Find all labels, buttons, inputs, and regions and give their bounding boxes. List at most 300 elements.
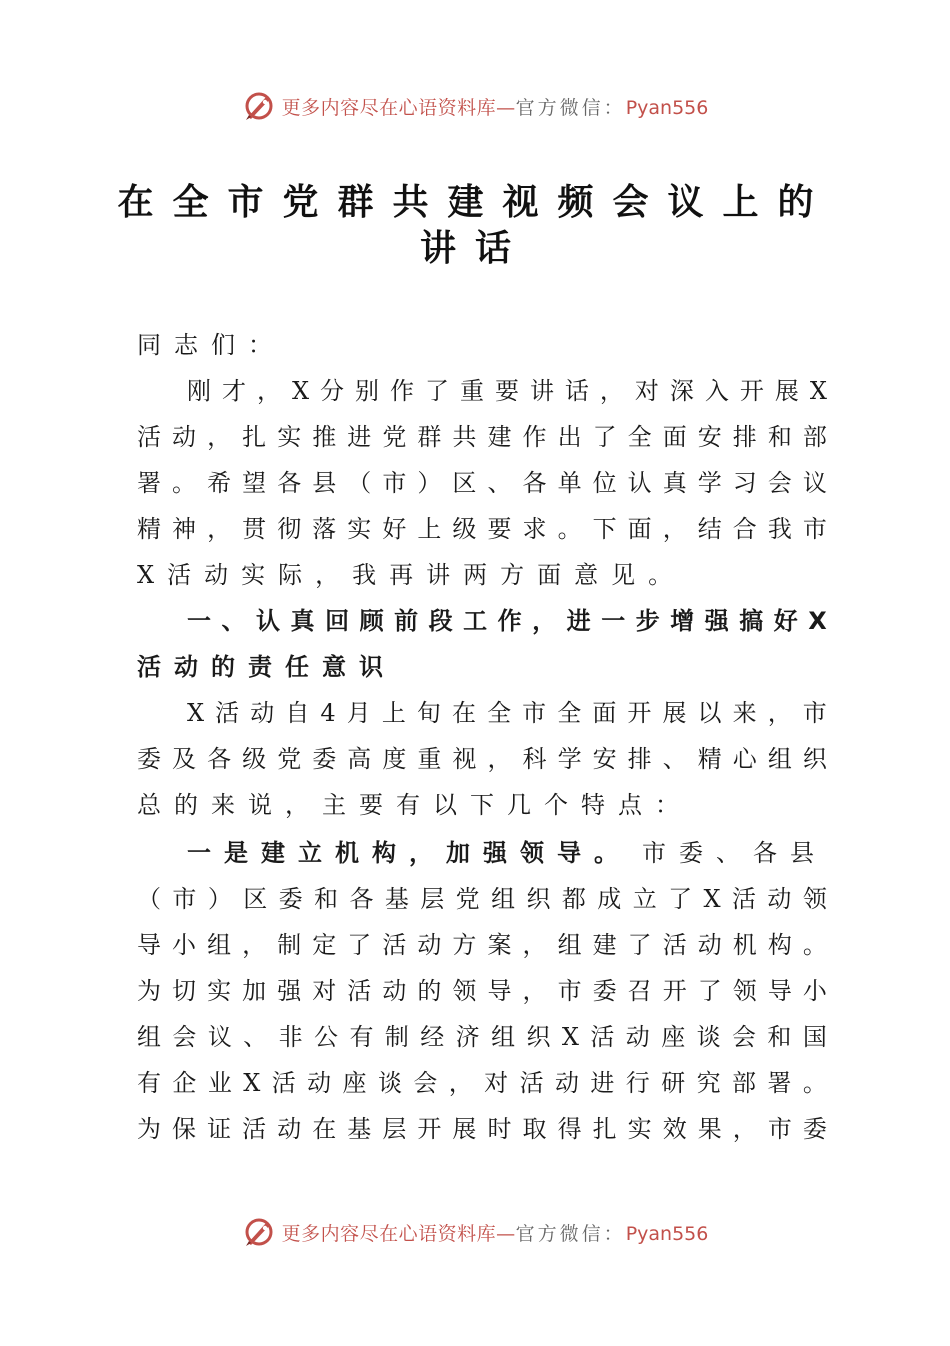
- text-line: [187, 368, 827, 414]
- glyph: 月: [346, 699, 371, 727]
- watermark-red-text: 更多内容尽在心语资料库: [281, 1222, 497, 1245]
- glyph: 全: [487, 699, 512, 727]
- glyph: X: [808, 607, 827, 635]
- text-line: [137, 1060, 827, 1106]
- glyph: ，: [487, 745, 512, 773]
- glyph: 加: [242, 977, 267, 1005]
- paragraph-line: [137, 1060, 827, 1106]
- glyph: 安: [592, 745, 617, 773]
- glyph: 顾: [359, 607, 384, 635]
- glyph: 推: [312, 423, 337, 451]
- glyph: 在: [452, 699, 476, 727]
- glyph: 进: [566, 607, 591, 635]
- glyph: 织: [526, 885, 551, 913]
- glyph: 党: [455, 885, 480, 913]
- glyph: 召: [627, 977, 652, 1005]
- glyph: 组: [491, 885, 516, 913]
- glyph: 各: [522, 469, 547, 497]
- glyph: 了: [627, 931, 652, 959]
- paragraph-line: [137, 552, 827, 598]
- glyph: 心: [732, 745, 757, 773]
- glyph: 成: [597, 885, 622, 913]
- glyph: 织: [526, 1023, 551, 1051]
- glyph: 动: [307, 1069, 332, 1097]
- greeting-text: 同志们：: [137, 331, 285, 359]
- glyph: 认: [627, 469, 652, 497]
- glyph: 了: [347, 931, 372, 959]
- glyph: 精: [697, 745, 722, 773]
- glyph: 进: [590, 1069, 615, 1097]
- glyph: 委: [312, 745, 337, 773]
- glyph: 署: [137, 469, 161, 497]
- glyph: 开: [627, 699, 652, 727]
- glyph: ，: [207, 423, 232, 451]
- glyph: 取: [522, 1115, 547, 1143]
- glyph: ，: [207, 515, 232, 543]
- glyph: 果: [697, 1115, 722, 1143]
- section-heading: [187, 598, 827, 644]
- glyph: 精: [137, 515, 161, 543]
- glyph: 自: [285, 699, 310, 727]
- glyph: 市: [382, 469, 407, 497]
- glyph: 求: [522, 515, 547, 543]
- glyph: 保: [172, 1115, 197, 1143]
- paragraph-line: [137, 968, 827, 1014]
- paragraph-line: [187, 690, 827, 736]
- glyph: 学: [557, 745, 582, 773]
- glyph: 全: [557, 699, 582, 727]
- glyph: 群: [417, 423, 442, 451]
- glyph: 织: [802, 745, 827, 773]
- footer-watermark: [0, 1212, 950, 1252]
- glyph: X: [561, 1023, 579, 1051]
- glyph: 研: [661, 1069, 686, 1097]
- text-line: [137, 922, 827, 968]
- glyph: 组: [767, 745, 792, 773]
- glyph: 彻: [277, 515, 302, 543]
- glyph: 动: [382, 977, 407, 1005]
- glyph: 学: [697, 469, 722, 497]
- glyph: 活: [382, 931, 407, 959]
- glyph: 活: [732, 885, 756, 913]
- glyph: 实: [347, 515, 372, 543]
- glyph: ）: [417, 469, 442, 497]
- glyph: 重: [417, 745, 442, 773]
- watermark-id: Pyan556: [625, 1222, 709, 1245]
- glyph: 了: [668, 885, 693, 913]
- glyph: 得: [557, 1115, 582, 1143]
- glyph: 进: [347, 423, 372, 451]
- glyph: ）: [207, 885, 232, 913]
- glyph: X: [291, 377, 310, 405]
- glyph: 出: [557, 423, 582, 451]
- glyph: 定: [312, 931, 337, 959]
- glyph: 面: [627, 515, 652, 543]
- glyph: 活: [662, 931, 687, 959]
- glyph: 建: [592, 931, 617, 959]
- glyph: 机: [732, 931, 757, 959]
- text-line: [137, 506, 827, 552]
- glyph: 了: [592, 423, 617, 451]
- glyph: 讲: [529, 377, 554, 405]
- glyph: 展: [662, 699, 687, 727]
- glyph: 证: [207, 1115, 232, 1143]
- glyph: 。: [172, 469, 197, 497]
- glyph: 前: [394, 607, 419, 635]
- glyph: 活: [242, 1115, 267, 1143]
- glyph: 动: [554, 1069, 579, 1097]
- glyph: 委: [278, 885, 303, 913]
- glyph: 组: [557, 931, 582, 959]
- paragraph-line: [137, 460, 827, 506]
- glyph: 了: [424, 377, 449, 405]
- glyph: ，: [732, 1115, 757, 1143]
- glyph: 委: [592, 977, 617, 1005]
- glyph: 增: [670, 607, 695, 635]
- glyph: 市: [802, 699, 827, 727]
- glyph: 工: [463, 607, 488, 635]
- glyph: 为: [137, 1115, 161, 1143]
- glyph: 、: [487, 469, 512, 497]
- text-line: [137, 736, 827, 782]
- glyph: 旬: [416, 699, 441, 727]
- paragraph-line: [137, 782, 827, 828]
- glyph: 刚: [187, 377, 211, 405]
- glyph: 分: [320, 377, 345, 405]
- glyph: 区: [243, 885, 268, 913]
- glyph: 贯: [242, 515, 267, 543]
- glyph: ，: [662, 515, 687, 543]
- glyph: 扎: [592, 1115, 617, 1143]
- text-line: [137, 1106, 827, 1152]
- glyph: ，: [448, 1069, 473, 1097]
- glyph: 落: [312, 515, 337, 543]
- glyph: 基: [384, 885, 409, 913]
- glyph: 区: [452, 469, 477, 497]
- glyph: 认: [256, 607, 281, 635]
- glyph: X: [809, 377, 827, 405]
- glyph: 导: [487, 977, 512, 1005]
- paragraph-line: [187, 830, 827, 876]
- glyph: 时: [487, 1115, 512, 1143]
- glyph: 导: [137, 931, 161, 959]
- paragraph-line: [137, 876, 827, 922]
- glyph: 段: [428, 607, 453, 635]
- glyph: 制: [277, 931, 302, 959]
- watermark-text: [282, 93, 709, 120]
- glyph: 建: [487, 423, 512, 451]
- text-line: [187, 690, 827, 736]
- glyph: 层: [382, 1115, 407, 1143]
- text-line: [137, 876, 827, 922]
- glyph: 。: [802, 1069, 827, 1097]
- glyph: 习: [732, 469, 757, 497]
- glyph: 小: [802, 977, 827, 1005]
- glyph: 议: [802, 469, 827, 497]
- glyph: 座: [342, 1069, 367, 1097]
- watermark-text: [282, 1219, 709, 1246]
- glyph: 话: [564, 377, 589, 405]
- glyph: 及: [172, 745, 197, 773]
- glyph: 对: [634, 377, 659, 405]
- document-title-line-1: 在全市党群共建视频会议上的: [117, 181, 833, 223]
- glyph: 基: [347, 1115, 372, 1143]
- glyph: 方: [452, 931, 477, 959]
- glyph: 和: [314, 885, 339, 913]
- glyph: 展: [774, 377, 799, 405]
- glyph: 动: [625, 1023, 650, 1051]
- glyph: 各: [207, 745, 232, 773]
- glyph: 立: [632, 885, 657, 913]
- glyph: 组: [137, 1023, 161, 1051]
- glyph: 实: [627, 1115, 652, 1143]
- watermark-id: Pyan556: [625, 96, 709, 119]
- glyph: 安: [697, 423, 722, 451]
- glyph: 动: [417, 931, 442, 959]
- glyph: 好: [382, 515, 407, 543]
- glyph: 企: [172, 1069, 197, 1097]
- glyph: （: [347, 469, 372, 497]
- heading-line: [187, 598, 827, 644]
- glyph: 党: [277, 745, 302, 773]
- paragraph-line: [137, 506, 827, 552]
- glyph: 非: [278, 1023, 303, 1051]
- glyph: 座: [661, 1023, 686, 1051]
- pen-logo-icon: [242, 1215, 276, 1249]
- glyph: 为: [137, 977, 161, 1005]
- glyph: 党: [382, 423, 407, 451]
- glyph: 开: [739, 377, 764, 405]
- glyph: 、: [243, 1023, 268, 1051]
- glyph: 究: [696, 1069, 721, 1097]
- text-line: [137, 414, 827, 460]
- glyph: 了: [697, 977, 722, 1005]
- glyph: 上: [381, 699, 406, 727]
- glyph: 活: [347, 977, 372, 1005]
- glyph: 组: [491, 1023, 516, 1051]
- text-line: 市委、各县: [642, 839, 827, 867]
- glyph: 部: [732, 1069, 756, 1097]
- glyph: 望: [242, 469, 267, 497]
- glyph: 。: [802, 931, 827, 959]
- watermark-gray-text: 官方微信：: [515, 96, 626, 119]
- glyph: 实: [277, 423, 302, 451]
- glyph: 领: [802, 885, 827, 913]
- glyph: 各: [277, 469, 302, 497]
- document-title-line-2: 讲话: [419, 227, 530, 269]
- glyph: 我: [767, 515, 792, 543]
- glyph: 、: [221, 607, 246, 635]
- glyph: ，: [522, 931, 547, 959]
- glyph: X: [703, 885, 721, 913]
- glyph: 小: [172, 931, 197, 959]
- glyph: 活: [215, 699, 240, 727]
- glyph: 会: [767, 469, 792, 497]
- watermark-dash: —: [496, 96, 516, 119]
- glyph: 公: [314, 1023, 339, 1051]
- glyph: 面: [592, 699, 617, 727]
- glyph: 真: [662, 469, 687, 497]
- paragraph-line: [137, 1014, 827, 1060]
- glyph: 要: [494, 377, 519, 405]
- glyph: 强: [704, 607, 729, 635]
- glyph: 谈: [696, 1023, 721, 1051]
- pen-logo-icon: [242, 89, 276, 123]
- greeting: [137, 322, 827, 368]
- glyph: 排: [627, 745, 652, 773]
- glyph: 入: [704, 377, 729, 405]
- heading-line: 活动的责任意识: [137, 653, 396, 681]
- glyph: 视: [452, 745, 477, 773]
- glyph: 经: [420, 1023, 445, 1051]
- paragraph-line: [137, 736, 827, 782]
- glyph: 别: [355, 377, 380, 405]
- glyph: 有: [137, 1069, 161, 1097]
- glyph: 构: [767, 931, 792, 959]
- watermark-red-text: 更多内容尽在心语资料库: [281, 96, 497, 119]
- glyph: 作: [390, 377, 414, 405]
- glyph: 展: [452, 1115, 477, 1143]
- glyph: 动: [250, 699, 275, 727]
- glyph: 市: [802, 515, 827, 543]
- glyph: 级: [242, 745, 267, 773]
- glyph: X: [243, 1069, 261, 1097]
- glyph: 好: [773, 607, 798, 635]
- glyph: 下: [592, 515, 617, 543]
- glyph: 、: [662, 745, 687, 773]
- glyph: 排: [732, 423, 757, 451]
- glyph: 对: [312, 977, 337, 1005]
- glyph: 署: [767, 1069, 792, 1097]
- glyph: 动: [767, 885, 792, 913]
- glyph: 活: [590, 1023, 615, 1051]
- watermark-gray-text: 官方微信：: [515, 1222, 626, 1245]
- glyph: 重: [459, 377, 484, 405]
- glyph: 全: [627, 423, 652, 451]
- glyph: 动: [697, 931, 722, 959]
- glyph: 都: [561, 885, 586, 913]
- glyph: 开: [417, 1115, 442, 1143]
- glyph: 高: [347, 745, 372, 773]
- glyph: 活: [137, 423, 161, 451]
- glyph: 。: [557, 515, 582, 543]
- glyph: 来: [732, 699, 757, 727]
- glyph: 会: [413, 1069, 438, 1097]
- glyph: 真: [290, 607, 315, 635]
- glyph: 谈: [377, 1069, 402, 1097]
- glyph: 济: [455, 1023, 480, 1051]
- glyph: （: [137, 885, 161, 913]
- glyph: 在: [312, 1115, 337, 1143]
- glyph: 强: [277, 977, 302, 1005]
- glyph: 步: [635, 607, 660, 635]
- glyph: 作: [522, 423, 547, 451]
- glyph: 有: [349, 1023, 374, 1051]
- glyph: 会: [732, 1023, 756, 1051]
- watermark-dash: —: [496, 1222, 516, 1245]
- paragraph-line: [187, 368, 827, 414]
- glyph: 和: [767, 1023, 792, 1051]
- glyph: ，: [532, 607, 557, 635]
- glyph: 对: [484, 1069, 509, 1097]
- glyph: 实: [207, 977, 232, 1005]
- text-line: [137, 460, 827, 506]
- glyph: 制: [384, 1023, 409, 1051]
- glyph: 上: [417, 515, 442, 543]
- glyph: 开: [662, 977, 687, 1005]
- glyph: 一: [187, 607, 211, 635]
- glyph: 市: [557, 977, 582, 1005]
- paragraph-line: [137, 922, 827, 968]
- glyph: ，: [767, 699, 792, 727]
- glyph: 以: [697, 699, 722, 727]
- glyph: 领: [452, 977, 477, 1005]
- glyph: 议: [207, 1023, 232, 1051]
- glyph: 动: [277, 1115, 302, 1143]
- glyph: 一: [601, 607, 626, 635]
- glyph: 市: [767, 1115, 792, 1143]
- glyph: 的: [417, 977, 442, 1005]
- text-line: [137, 968, 827, 1014]
- glyph: 切: [172, 977, 197, 1005]
- glyph: 回: [325, 607, 350, 635]
- glyph: 国: [802, 1023, 827, 1051]
- glyph: 导: [767, 977, 792, 1005]
- glyph: 领: [732, 977, 757, 1005]
- glyph: 希: [207, 469, 232, 497]
- glyph: 县: [312, 469, 337, 497]
- glyph: 案: [487, 931, 512, 959]
- glyph: ，: [256, 377, 281, 405]
- glyph: ，: [522, 977, 547, 1005]
- glyph: 神: [172, 515, 197, 543]
- section-heading: [137, 644, 827, 690]
- glyph: 层: [420, 885, 445, 913]
- glyph: 面: [662, 423, 687, 451]
- glyph: 和: [767, 423, 792, 451]
- glyph: 合: [732, 515, 757, 543]
- header-watermark: [0, 86, 950, 126]
- glyph: 效: [662, 1115, 687, 1143]
- glyph: 会: [172, 1023, 197, 1051]
- glyph: 委: [137, 745, 161, 773]
- glyph: 科: [522, 745, 547, 773]
- glyph: ，: [599, 377, 624, 405]
- glyph: 扎: [242, 423, 267, 451]
- paragraph-line: [137, 1106, 827, 1152]
- glyph: 行: [625, 1069, 650, 1097]
- text-line: X活动实际，我再讲两方面意见。: [137, 561, 686, 589]
- glyph: 部: [802, 423, 827, 451]
- glyph: 市: [522, 699, 547, 727]
- glyph: 共: [452, 423, 477, 451]
- paragraph-line: [137, 414, 827, 460]
- glyph: 要: [487, 515, 512, 543]
- glyph: 结: [697, 515, 722, 543]
- glyph: 作: [497, 607, 522, 635]
- glyph: 市: [172, 885, 197, 913]
- glyph: 度: [382, 745, 407, 773]
- glyph: 深: [669, 377, 694, 405]
- glyph: 搞: [739, 607, 764, 635]
- glyph: 动: [172, 423, 197, 451]
- glyph: 单: [557, 469, 582, 497]
- text-line: [137, 1014, 827, 1060]
- glyph: 才: [221, 377, 246, 405]
- glyph: 活: [519, 1069, 544, 1097]
- glyph: X: [187, 699, 205, 727]
- glyph: 位: [592, 469, 617, 497]
